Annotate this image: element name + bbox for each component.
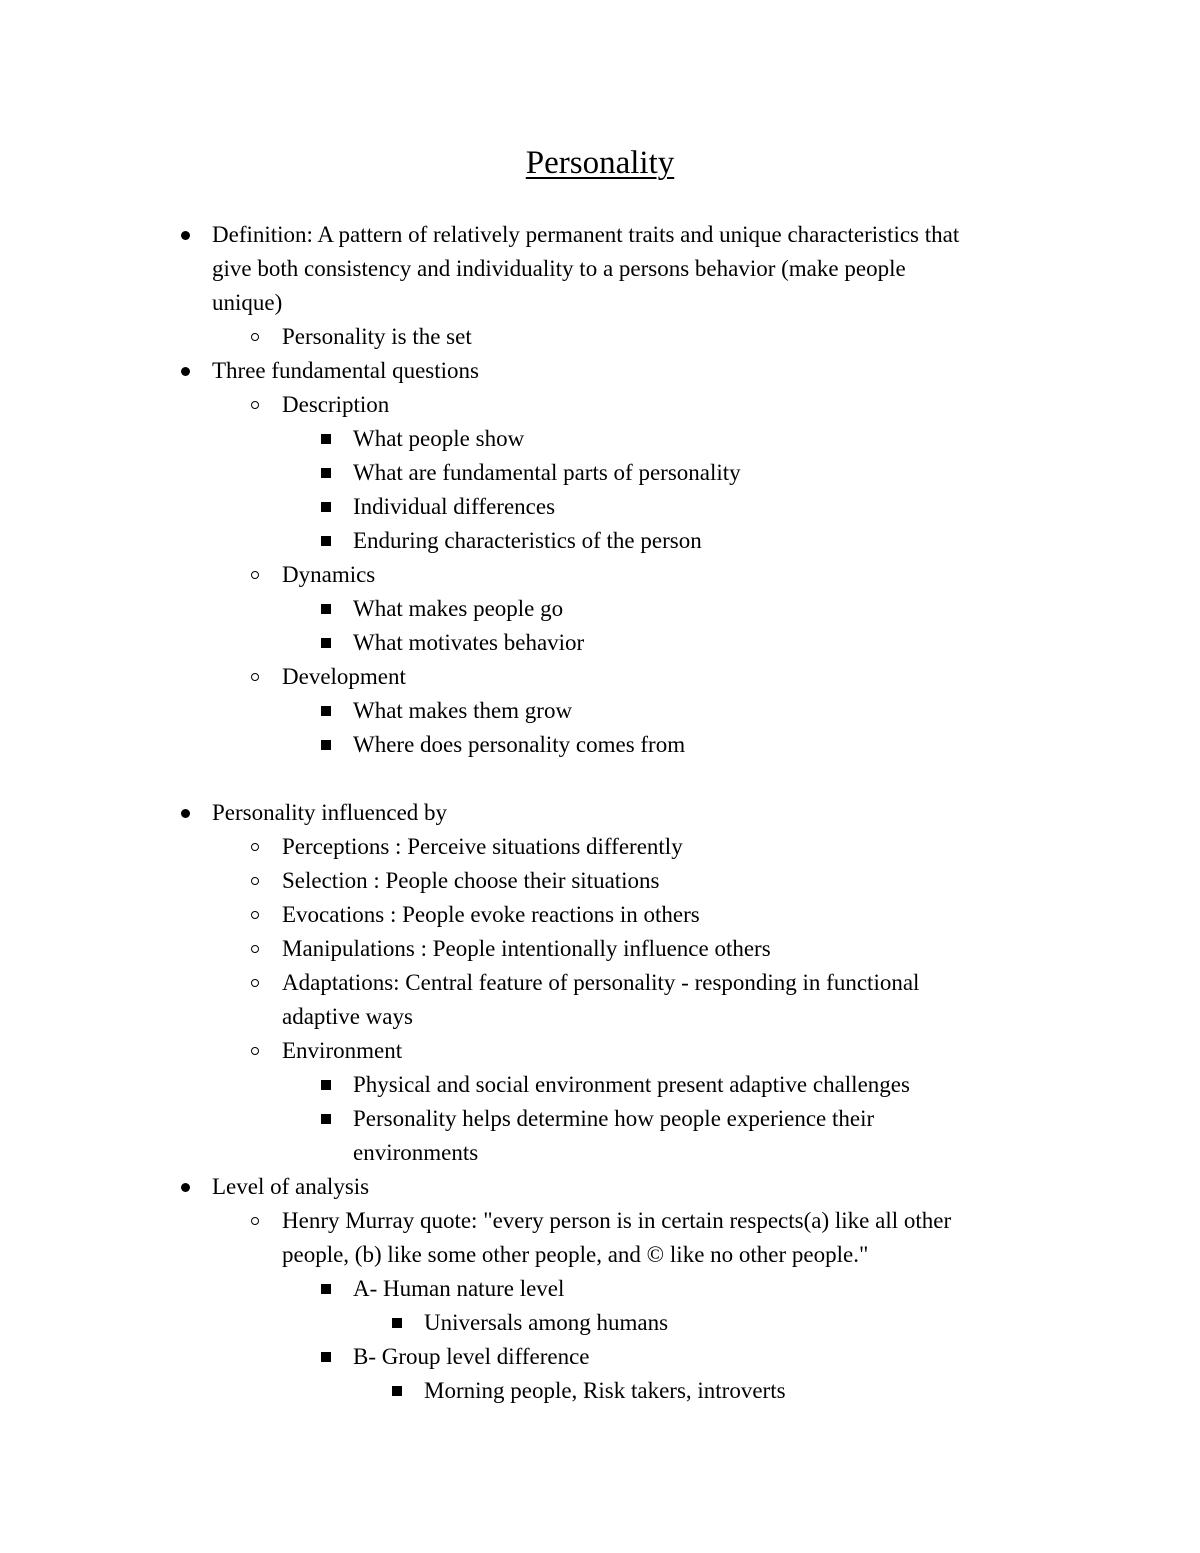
list-item-text: What makes people go <box>353 596 564 621</box>
filled-circle-bullet-icon <box>175 1170 195 1204</box>
list-item <box>0 490 1200 524</box>
list-item-text: Definition: A pattern of relatively permanent traits and unique characteristics that <box>212 222 960 247</box>
list-item <box>0 524 1200 558</box>
list-item-text: Individual differences <box>353 494 556 519</box>
blank-line <box>0 762 1200 796</box>
list-item <box>0 966 1200 1000</box>
hollow-circle-bullet-icon <box>245 966 265 1000</box>
list-item <box>0 1170 1200 1204</box>
hollow-circle-bullet-icon <box>245 864 265 898</box>
hollow-circle-bullet-icon <box>245 932 265 966</box>
list-item <box>0 1102 1200 1136</box>
hollow-circle-bullet-icon <box>245 1034 265 1068</box>
square-bullet-icon <box>316 1102 336 1136</box>
list-item-text: Manipulations : People intentionally influence others <box>282 936 771 961</box>
square-bullet-icon <box>316 1340 336 1374</box>
list-item <box>0 796 1200 830</box>
list-item-text: What motivates behavior <box>353 630 585 655</box>
hollow-circle-bullet-icon <box>245 898 265 932</box>
list-item <box>0 864 1200 898</box>
list-item-text: Enduring characteristics of the person <box>353 528 702 553</box>
list-item-text: Universals among humans <box>424 1310 669 1335</box>
list-item <box>0 354 1200 388</box>
square-bullet-icon <box>316 1272 336 1306</box>
list-item-text: Perceptions : Perceive situations differently <box>282 834 683 859</box>
list-item <box>0 1204 1200 1238</box>
page-title: Personality <box>525 145 675 181</box>
square-bullet-icon <box>316 490 336 524</box>
list-item <box>0 626 1200 660</box>
hollow-circle-bullet-icon <box>245 1204 265 1238</box>
square-bullet-icon <box>316 422 336 456</box>
hollow-circle-bullet-icon <box>245 660 265 694</box>
list-item <box>0 1068 1200 1102</box>
square-bullet-icon <box>316 728 336 762</box>
list-item-text: Dynamics <box>282 562 376 587</box>
list-item-text: environments <box>353 1140 479 1165</box>
square-bullet-icon <box>316 626 336 660</box>
filled-circle-bullet-icon <box>175 796 195 830</box>
list-item-text: Adaptations: Central feature of personality - responding in functional <box>282 970 920 995</box>
square-bullet-icon <box>316 456 336 490</box>
list-item-text: Environment <box>282 1038 403 1063</box>
outline-list <box>0 218 1200 1408</box>
list-item <box>0 422 1200 456</box>
list-item-text: Personality influenced by <box>212 800 448 825</box>
list-item <box>0 898 1200 932</box>
list-item <box>0 1306 1200 1340</box>
hollow-circle-bullet-icon <box>245 388 265 422</box>
list-item-continuation <box>0 1136 1200 1170</box>
list-item <box>0 660 1200 694</box>
list-item-text: What makes them grow <box>353 698 573 723</box>
list-item <box>0 1374 1200 1408</box>
list-item-text: Description <box>282 392 390 417</box>
list-item-text: Development <box>282 664 406 689</box>
square-bullet-icon <box>316 1068 336 1102</box>
list-item <box>0 218 1200 252</box>
list-item-text: adaptive ways <box>282 1004 413 1029</box>
list-item-text: Morning people, Risk takers, introverts <box>424 1378 786 1403</box>
square-bullet-icon <box>316 592 336 626</box>
list-item-continuation <box>0 1000 1200 1034</box>
list-item <box>0 1272 1200 1306</box>
list-item-text: Henry Murray quote: "every person is in certain respects(a) like all other <box>282 1208 952 1233</box>
list-item <box>0 694 1200 728</box>
list-item <box>0 320 1200 354</box>
list-item-text: people, (b) like some other people, and © like no other people." <box>282 1242 869 1267</box>
hollow-circle-bullet-icon <box>245 830 265 864</box>
list-item <box>0 558 1200 592</box>
square-bullet-icon <box>316 524 336 558</box>
list-item <box>0 932 1200 966</box>
list-item-text: Level of analysis <box>212 1174 370 1199</box>
hollow-circle-bullet-icon <box>245 320 265 354</box>
hollow-circle-bullet-icon <box>245 558 265 592</box>
list-item-text: What people show <box>353 426 525 451</box>
filled-circle-bullet-icon <box>175 218 195 252</box>
list-item <box>0 728 1200 762</box>
list-item <box>0 388 1200 422</box>
list-item-text: Evocations : People evoke reactions in others <box>282 902 700 927</box>
list-item <box>0 1034 1200 1068</box>
list-item-text: give both consistency and individuality to a persons behavior (make people <box>212 256 906 281</box>
list-item-continuation <box>0 1238 1200 1272</box>
list-item-text: Selection : People choose their situations <box>282 868 660 893</box>
square-bullet-icon <box>316 694 336 728</box>
list-item <box>0 456 1200 490</box>
list-item-text: unique) <box>212 290 283 315</box>
list-item-text: Physical and social environment present adaptive challenges <box>353 1072 910 1097</box>
list-item <box>0 830 1200 864</box>
list-item-text: Personality is the set <box>282 324 472 349</box>
list-item <box>0 1340 1200 1374</box>
list-item-text: What are fundamental parts of personality <box>353 460 741 485</box>
list-item <box>0 592 1200 626</box>
filled-circle-bullet-icon <box>175 354 195 388</box>
list-item-text: B- Group level difference <box>353 1344 590 1369</box>
list-item-text: Where does personality comes from <box>353 732 686 757</box>
square-bullet-icon <box>387 1374 407 1408</box>
list-item-continuation <box>0 286 1200 320</box>
list-item-text: A- Human nature level <box>353 1276 565 1301</box>
list-item-text: Three fundamental questions <box>212 358 479 383</box>
square-bullet-icon <box>387 1306 407 1340</box>
list-item-continuation <box>0 252 1200 286</box>
list-item-text: Personality helps determine how people experience their <box>353 1106 875 1131</box>
